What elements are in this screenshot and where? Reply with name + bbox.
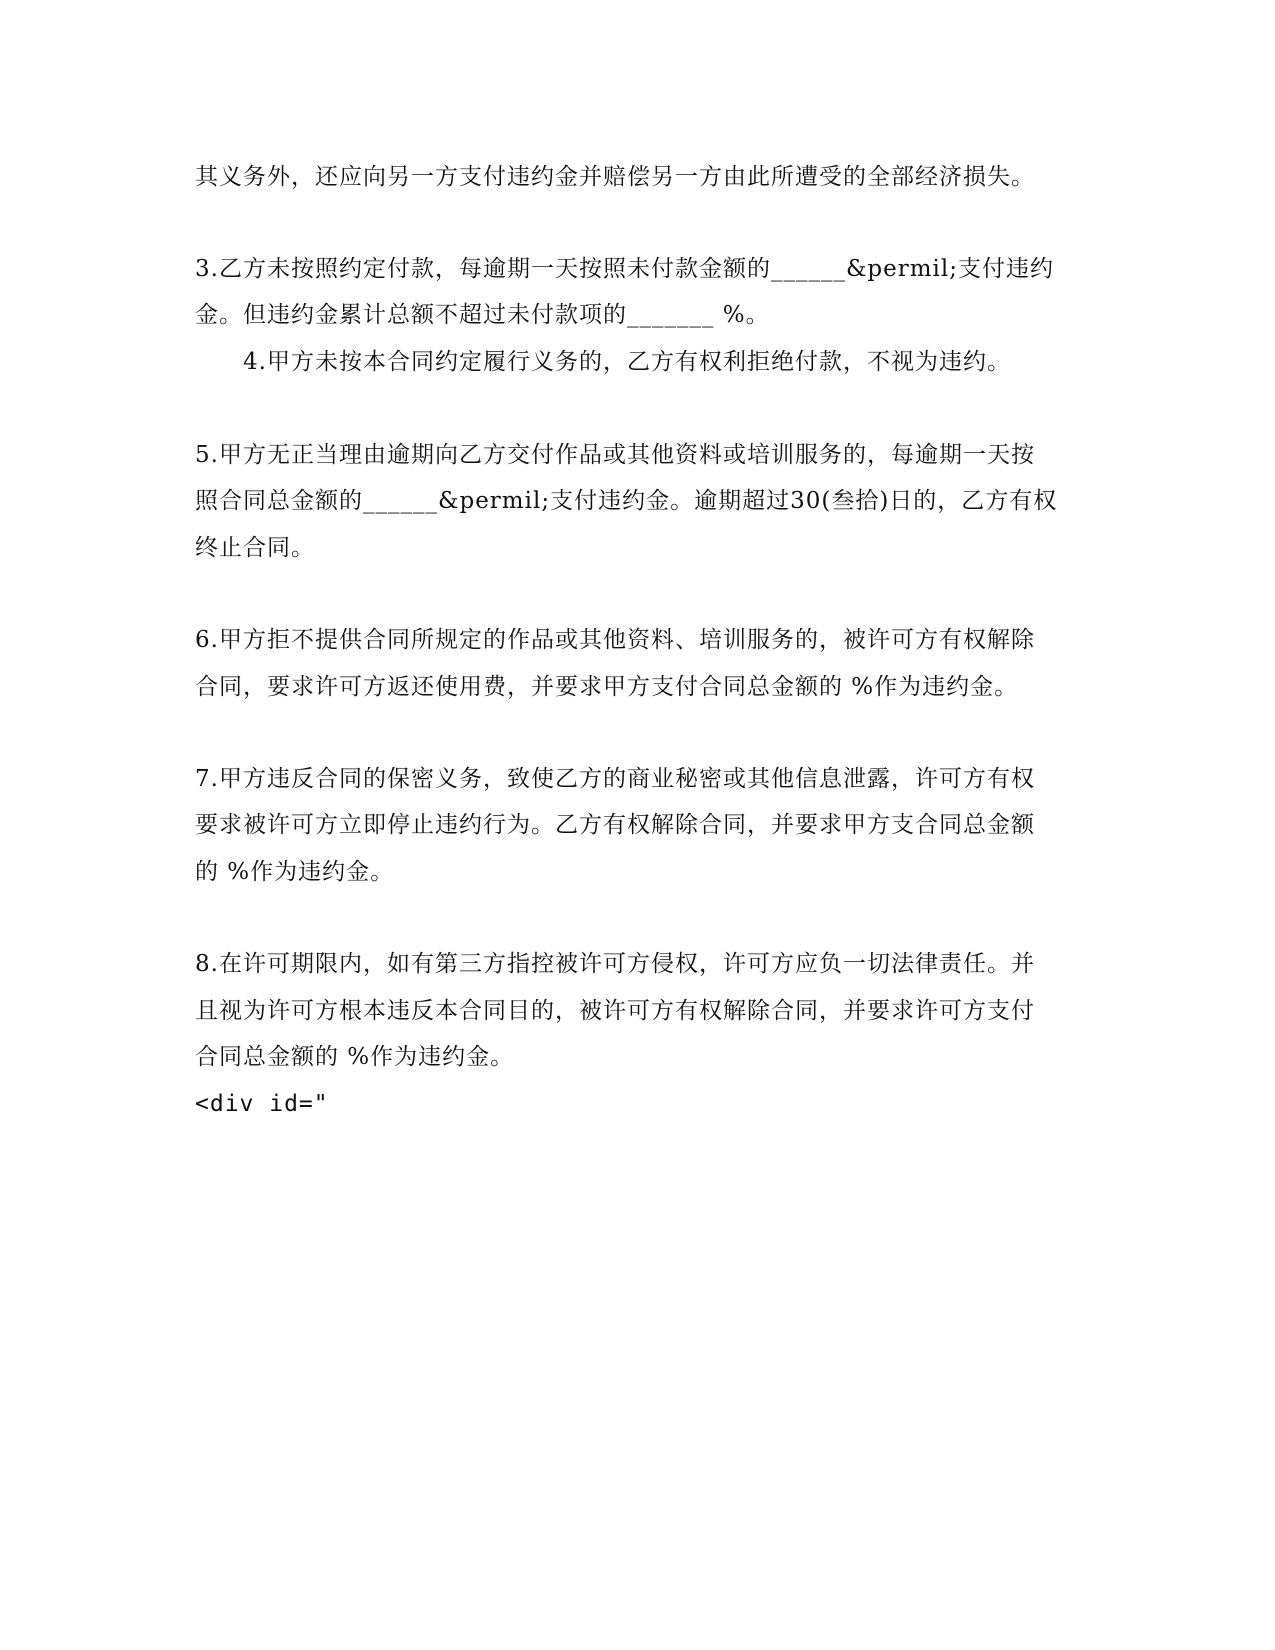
clause-7-line-1: 7.甲方违反合同的保密义务，致使乙方的商业秘密或其他信息泄露，许可方有权 [195,766,1035,792]
clause-6-line-1: 6.甲方拒不提供合同所规定的作品或其他资料、培训服务的，被许可方有权解除 [195,627,1035,653]
clause-8-line-2: 且视为许可方根本违反本合同目的，被许可方有权解除合同，并要求许可方支付 [195,998,1035,1024]
clause-6-line-2: 合同，要求许可方返还使用费，并要求甲方支付合同总金额的 %作为违约金。 [195,674,1019,700]
clause-5-line-1: 5.甲方无正当理由逾期向乙方交付作品或其他资料或培训服务的，每逾期一天按 [195,442,1035,468]
clause-5-line-2: 照合同总金额的______&permil;支付违约金。逾期超过30(叁拾)日的，乙方有权 [195,488,1058,514]
clause-5-line-3: 终止合同。 [195,535,315,561]
stray-html-fragment: <div id=" [195,1091,329,1117]
clause-8-line-3: 合同总金额的 %作为违约金。 [195,1044,515,1070]
clause-7-line-3: 的 %作为违约金。 [195,859,395,885]
clause-2-continuation: 其义务外，还应向另一方支付违约金并赔偿另一方由此所遭受的全部经济损失。 [195,164,1035,190]
clause-3-line-1: 3.乙方未按照约定付款，每逾期一天按照未付款金额的______&permil;支付违约 [195,256,1055,282]
clause-4: 4.甲方未按本合同约定履行义务的，乙方有权利拒绝付款，不视为违约。 [243,349,1011,375]
clause-3-line-2: 金。但违约金累计总额不超过未付款项的_______ %。 [195,302,770,328]
clause-7-line-2: 要求被许可方立即停止违约行为。乙方有权解除合同，并要求甲方支合同总金额 [195,812,1035,838]
clause-8-line-1: 8.在许可期限内，如有第三方指控被许可方侵权，许可方应负一切法律责任。并 [195,951,1035,977]
